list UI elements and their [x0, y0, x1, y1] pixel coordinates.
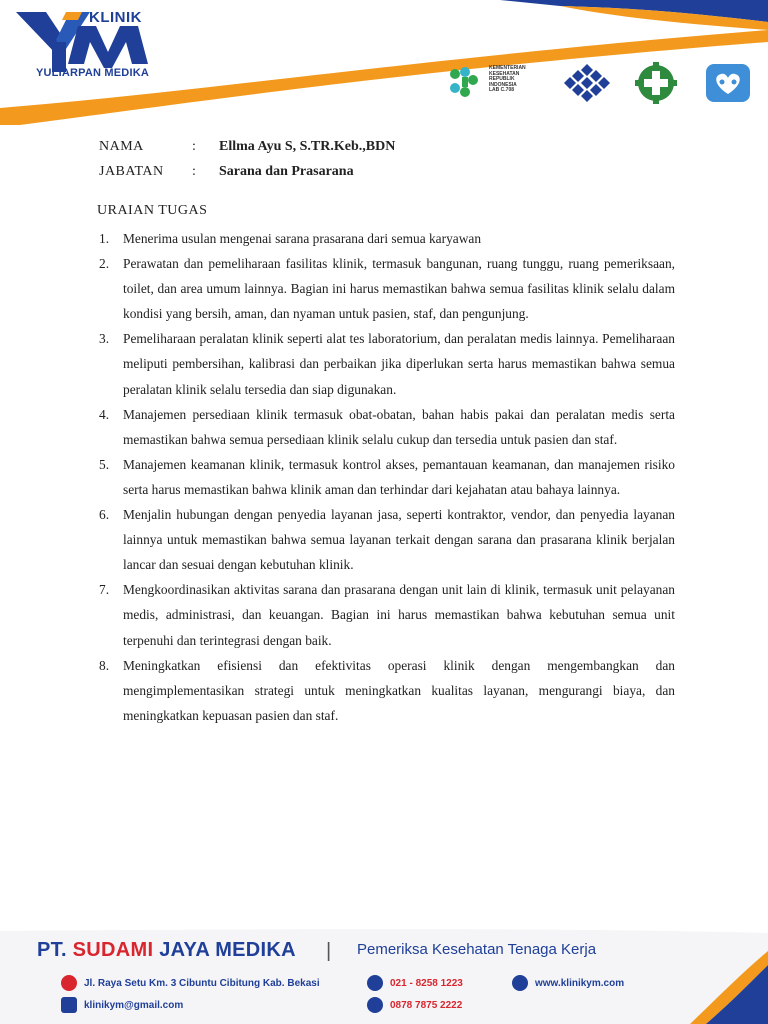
- list-number: 4.: [99, 406, 110, 422]
- gear-cross-emblem-icon: [631, 62, 681, 104]
- list-text: Menjalin hubungan dengan penyedia layanan jasa, seperti kontraktor, vendor, dan penyedia layanan lainnya untuk memastikan bahwa semua layanan terkait dengan sarana dan prasarana klinik berjalan lancar dan sesuai dengan kebutuhan klinik.: [123, 507, 675, 573]
- identity-fields: [99, 137, 689, 187]
- field-value-position: Sarana dan Prasarana: [219, 164, 354, 179]
- list-item: [99, 402, 675, 452]
- letterhead-header: [0, 0, 768, 125]
- field-row-nama: [99, 137, 689, 162]
- list-text: Manajemen keamanan klinik, termasuk kontrol akses, pemantauan keamanan, dan manajemen risiko serta harus memastikan bahwa klinik aman dan terhindar dari kejahatan atau bahaya lainnya.: [123, 456, 675, 497]
- list-number: 3.: [99, 331, 110, 347]
- whatsapp-item[interactable]: [367, 997, 462, 1013]
- section-title: URAIAN TUGAS: [97, 203, 208, 218]
- field-colon: :: [192, 164, 196, 179]
- list-number: 7.: [99, 582, 110, 598]
- letterhead-footer: [0, 925, 768, 1024]
- footer-divider: |: [326, 940, 332, 962]
- list-text: Manajemen persediaan klinik termasuk obat-obatan, bahan habis pakai dan peralatan medis serta memastikan bahwa semua persediaan klinik selalu cukup dan tersedia untuk pasien dan staf.: [123, 406, 675, 447]
- whatsapp-text[interactable]: 0878 7875 2222: [390, 999, 463, 1011]
- list-text: Meningkatkan efisiensi dan efektivitas operasi klinik dengan mengembangkan dan mengimplementasikan strategi untuk meningkatkan kualitas layanan, mengurangi biaya, dan meningkatkan kepuasan pasien dan staf.: [123, 657, 675, 723]
- field-colon: :: [192, 139, 196, 154]
- kemenkes-label: KEMENTERIAN KESEHATAN REPUBLIK INDONESIA LAB C.708: [489, 65, 526, 94]
- company-name: PT. SUDAMI JAYA MEDIKA: [37, 939, 296, 961]
- list-item: [99, 502, 675, 577]
- phone-icon: [367, 975, 383, 991]
- address-item: [61, 975, 320, 991]
- batik-emblem-icon: [562, 62, 612, 104]
- list-item: [99, 452, 675, 502]
- list-number: 5.: [99, 456, 110, 472]
- list-number: 1.: [99, 231, 110, 246]
- list-text: Pemeliharaan peralatan klinik seperti alat tes laboratorium, dan peralatan medis lainnya. Pemeliharaan meliputi pembersihan, kalibrasi dan perbaikan jika diperlukan serta harus memastikan bahwa semua peralatan klinik selalu tersedia dan siap digunakan.: [123, 331, 675, 397]
- phone-item[interactable]: [367, 975, 463, 991]
- company-tagline: Pemeriksa Kesehatan Tenaga Kerja: [357, 941, 597, 958]
- field-label: NAMA: [99, 139, 144, 154]
- heart-emblem-icon: [703, 62, 753, 104]
- website-text[interactable]: www.klinikym.com: [535, 977, 625, 989]
- list-number: 2.: [99, 256, 110, 272]
- list-text: Mengkoordinasikan aktivitas sarana dan prasarana dengan unit lain di klinik, termasuk unit pelayanan medis, administrasi, dan keuangan. Bagian ini harus memastikan bahwa kebutuhan semua unit terpenuhi dan terintegrasi dengan baik.: [123, 582, 675, 648]
- email-item[interactable]: [61, 997, 183, 1013]
- website-item[interactable]: [512, 975, 624, 991]
- email-text[interactable]: klinikym@gmail.com: [84, 999, 184, 1011]
- list-item: [99, 577, 675, 652]
- field-value-name: Ellma Ayu S, S.TR.Keb.,BDN: [219, 139, 396, 154]
- field-label: JABATAN: [99, 164, 164, 179]
- mail-icon: [61, 997, 77, 1013]
- list-text: Perawatan dan pemeliharaan fasilitas klinik, termasuk bangunan, ruang tunggu, ruang pemeriksaan, toilet, dan area umum lainnya. Bagian ini harus memastikan bahwa semua fasilitas klinik selalu dalam kondisi yang bersih, aman, dan nyaman untuk pasien, staf, dan pengunjung.: [123, 256, 675, 322]
- task-list: [99, 226, 675, 728]
- list-number: 8.: [99, 657, 110, 673]
- web-icon: [512, 975, 528, 991]
- list-item: [99, 251, 675, 326]
- list-item: [99, 326, 675, 401]
- whatsapp-icon: [367, 997, 383, 1013]
- list-text: Menerima usulan mengenai sarana prasarana dari semua karyawan: [123, 231, 482, 246]
- list-number: 6.: [99, 507, 110, 523]
- field-row-jabatan: [99, 162, 689, 187]
- list-item: [99, 226, 675, 251]
- logo-klinik-text: KLINIK: [89, 9, 142, 26]
- phone-text[interactable]: 021 - 8258 1223: [390, 977, 463, 989]
- address-text: Jl. Raya Setu Km. 3 Cibuntu Cibitung Kab. Bekasi: [84, 977, 320, 989]
- list-item: [99, 653, 675, 728]
- logo-clinic-name: YULIARPAN MEDIKA: [36, 67, 149, 79]
- location-icon: [61, 975, 77, 991]
